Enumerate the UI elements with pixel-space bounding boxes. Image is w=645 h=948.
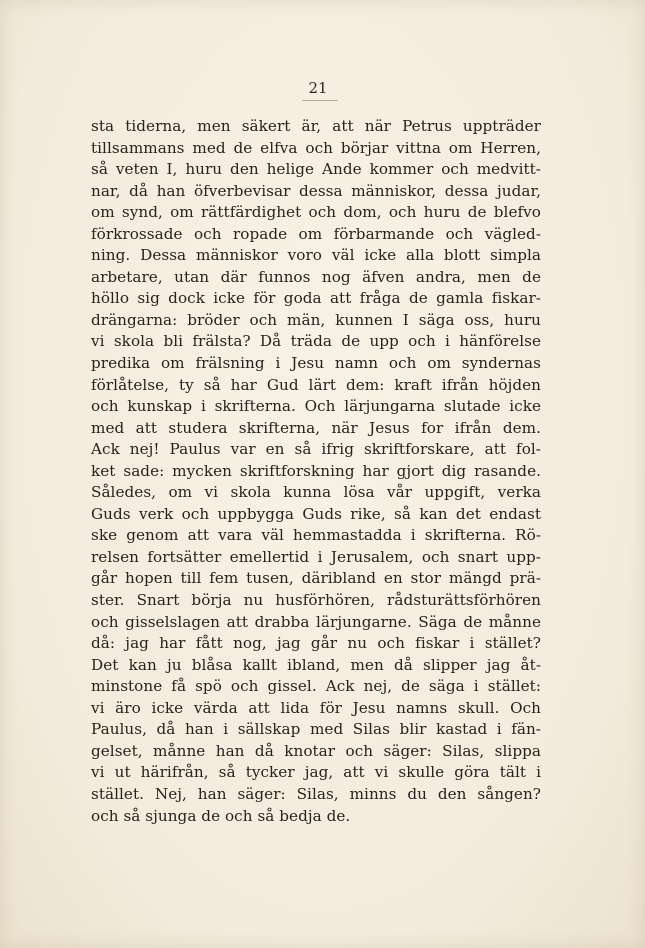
text-line: ster. Snart börja nu husförhören, rådsturättsförhören [91,591,541,610]
text-line: höllo sig dock icke för goda att fråga de gamla fiskar- [91,289,541,308]
text-line: drängarna: bröder och män, kunnen I säga oss, huru [91,310,541,329]
text-line: och kunskap i skrifterna. Och lärjungarna slutade icke [91,397,541,416]
body-text [91,116,541,827]
text-line: vi skola bli frälsta? Då träda de upp och i hänförelse [91,332,541,351]
text-line: Paulus, då han i sällskap med Silas blir kastad i fän- [91,720,541,739]
text-line: förkrossade och ropade om förbarmande och vägled- [91,224,541,243]
text-line: nar, då han öfverbevisar dessa människor, dessa judar, [91,181,541,200]
text-line: arbetare, utan där funnos nog äfven andra, men de [91,267,541,286]
text-line: om synd, om rättfärdighet och dom, och huru de blefvo [91,203,541,222]
text-line: Ack nej! Paulus var en så ifrig skriftforskare, att fol- [91,440,541,459]
text-line: relsen fortsätter emellertid i Jerusalem, och snart upp- [91,547,541,566]
text-line: vi äro icke värda att lida för Jesu namns skull. Och [91,698,541,717]
text-line: ske genom att vara väl hemmastadda i skrifterna. Rö- [91,526,541,545]
text-line: Det kan ju blåsa kallt ibland, men då slipper jag åt- [91,655,541,674]
text-line: och så sjunga de och så bedja de. [91,806,351,825]
text-line: då: jag har fått nog, jag går nu och fiskar i stället? [91,634,541,653]
text-line: ket sade: mycken skriftforskning har gjort dig rasande. [91,461,541,480]
text-line: Guds verk och uppbygga Guds rike, så kan det endast [91,504,541,523]
text-line: med att studera skrifterna, när Jesus for ifrån dem. [91,418,541,437]
text-line: Således, om vi skola kunna lösa vår uppgift, verka [91,483,541,502]
text-line: vi ut härifrån, så tycker jag, att vi skulle göra tält i [91,763,541,782]
text-line: ning. Dessa människor voro väl icke alla blott simpla [91,246,541,265]
text-line: och gisselslagen att drabba lärjungarne. Säga de månne [91,612,541,631]
text-line: sta tiderna, men säkert är, att när Petrus uppträder [91,117,541,135]
text-line: predika om frälsning i Jesu namn och om syndernas [91,354,541,373]
text-line: stället. Nej, han säger: Silas, minns du den sången? [91,784,541,803]
page-number: 21 [308,79,328,97]
text-line: gelset, månne han då knotar och säger: Silas, slippa [91,741,541,760]
text-line: förlåtelse, ty så har Gud lärt dem: kraft ifrån höjden [91,375,541,394]
text-line: går hopen till fem tusen, däribland en stor mängd prä- [91,569,541,588]
text-line: minstone få spö och gissel. Ack nej, de säga i stället: [91,677,541,696]
text-line: tillsammans med de elfva och börjar vittna om Herren, [91,138,541,157]
text-line: så veten I, huru den helige Ande kommer och medvitt- [91,160,541,179]
header-rule [302,100,338,101]
